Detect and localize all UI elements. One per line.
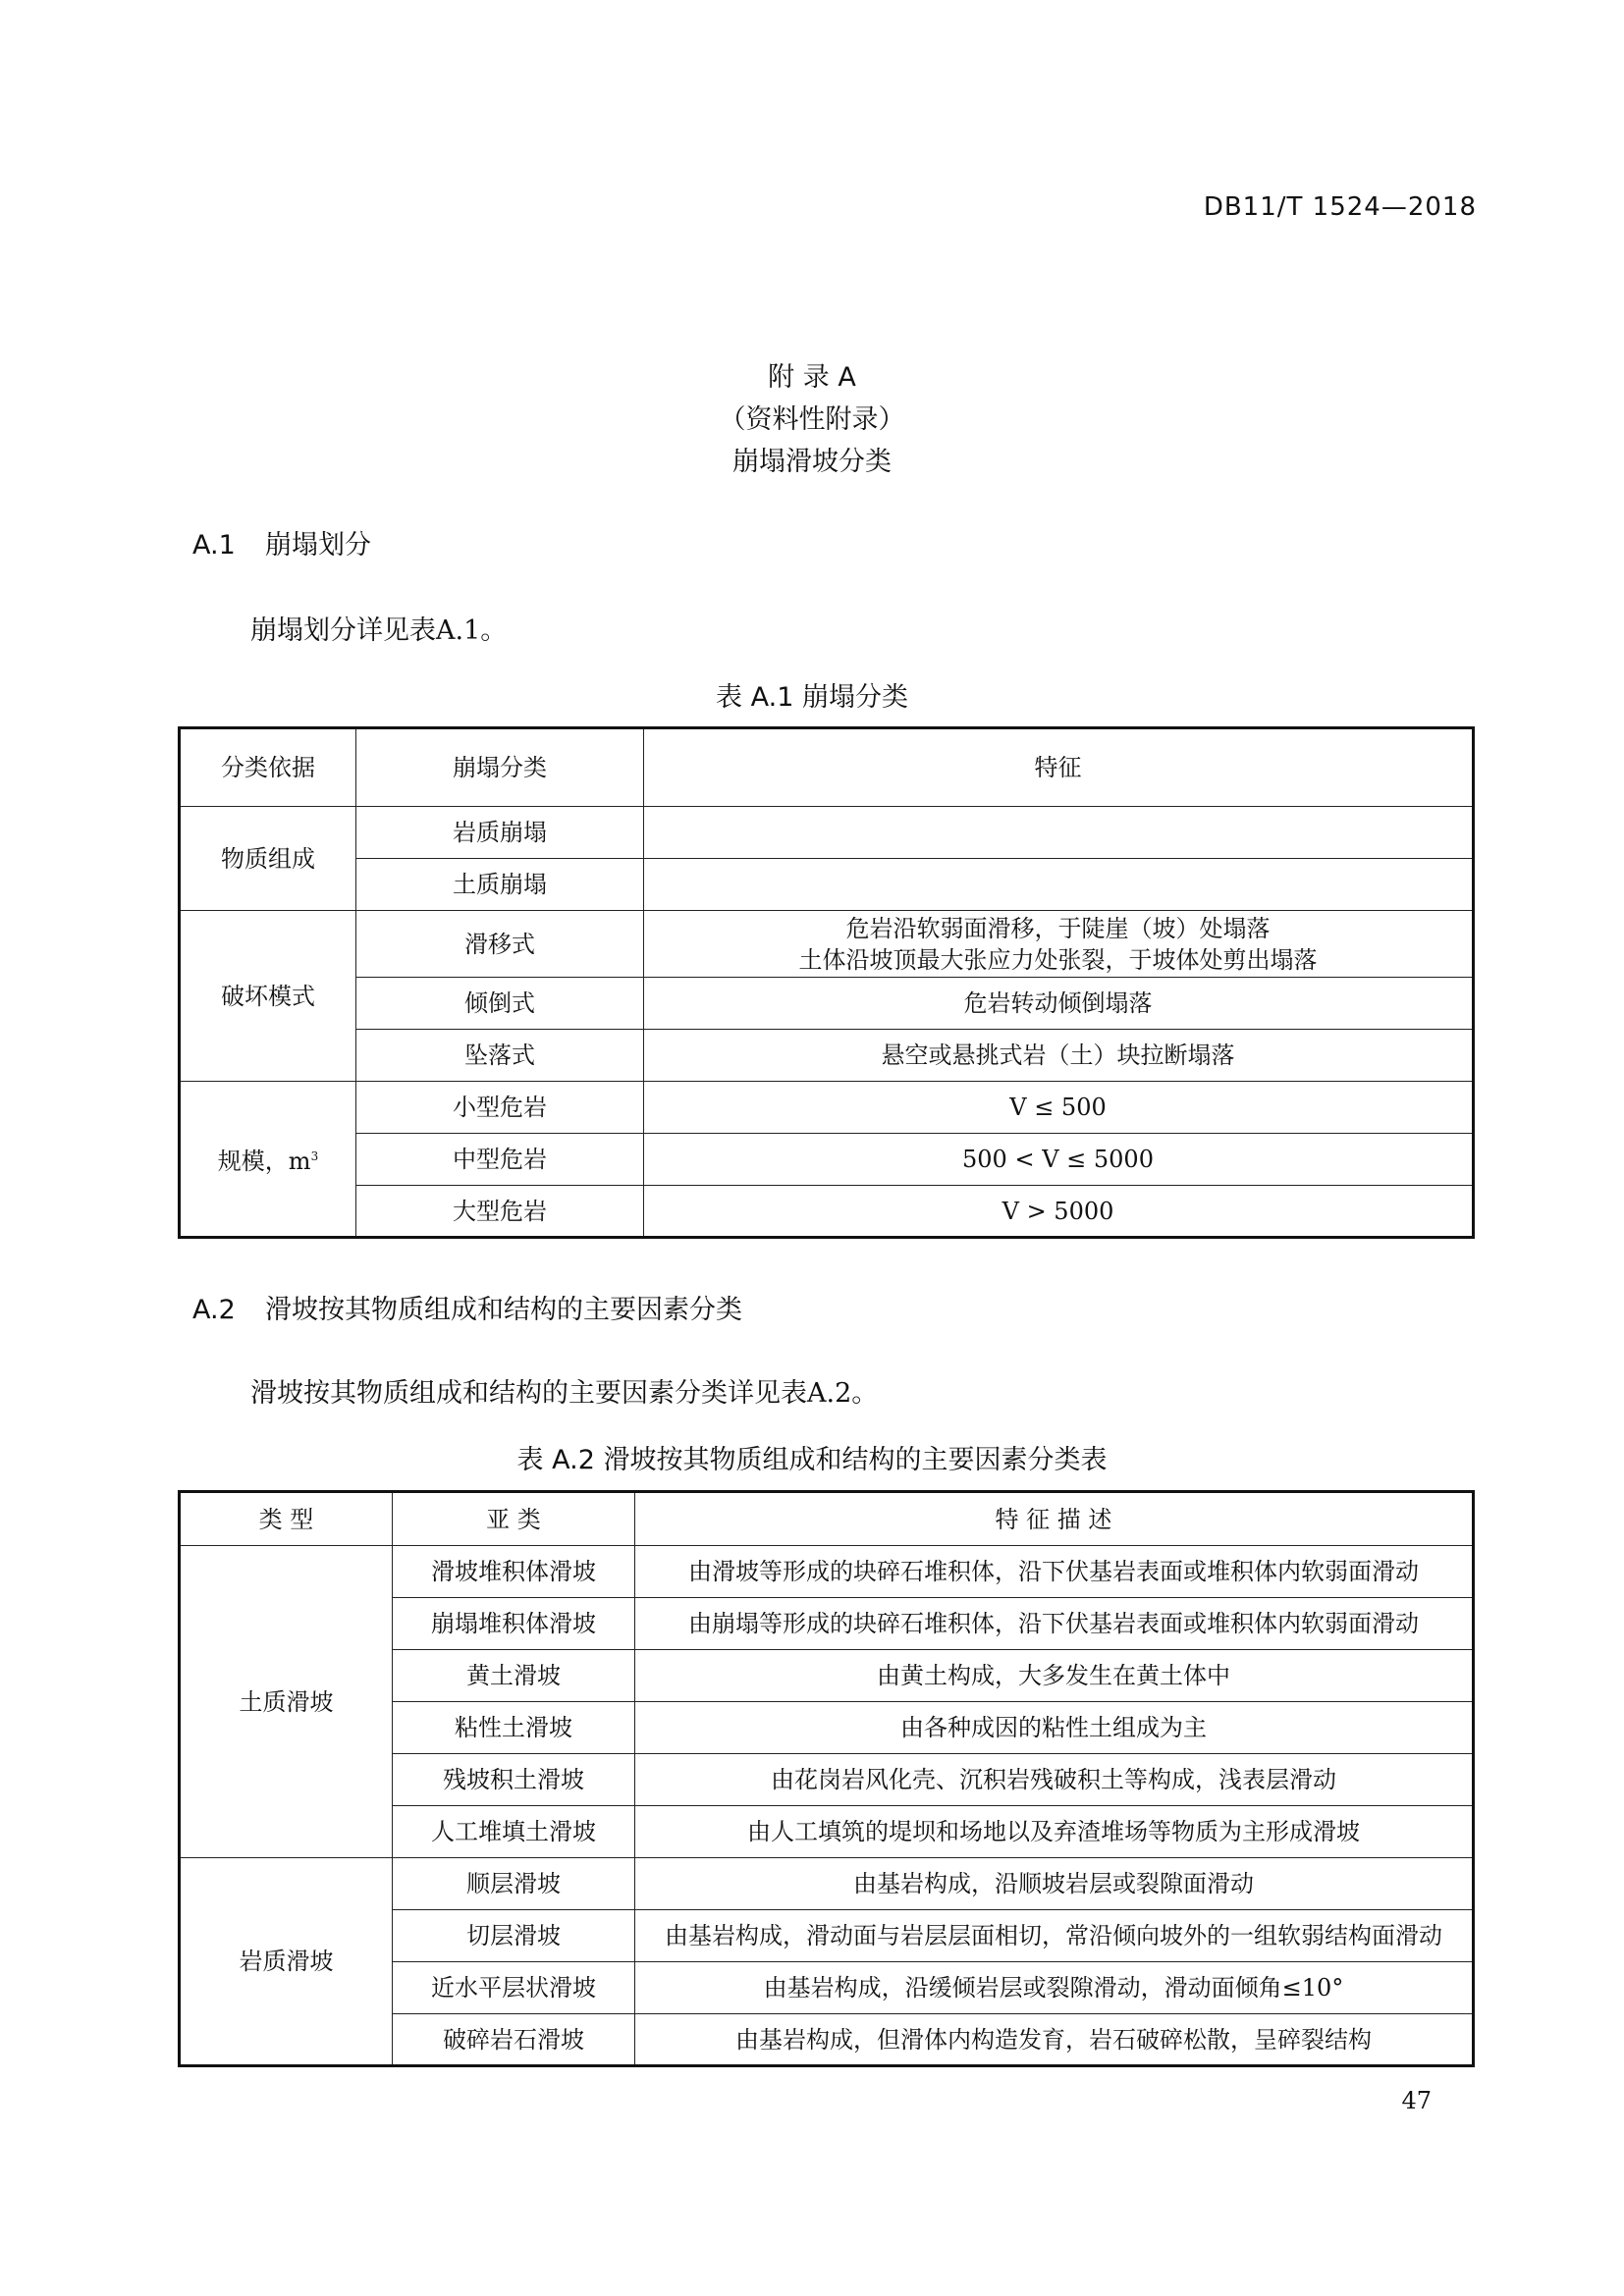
table-cell: V > 5000 (644, 1186, 1474, 1238)
section-a1-paragraph: 崩塌划分详见表A.1。 (250, 615, 508, 646)
page-number: 47 (1401, 2087, 1432, 2114)
table-cell: 由花岗岩风化壳、沉积岩残破积土等构成，浅表层滑动 (635, 1754, 1474, 1806)
table-cell: 粘性土滑坡 (393, 1702, 635, 1754)
document-code: DB11/T 1524—2018 (1203, 192, 1477, 222)
feature-line: 危岩沿软弱面滑移，于陡崖（坡）处塌落 (845, 914, 1271, 942)
table-cell: 由基岩构成，滑动面与岩层层面相切，常沿倾向坡外的一组软弱结构面滑动 (635, 1910, 1474, 1962)
table-cell: 滑坡堆积体滑坡 (393, 1546, 635, 1598)
section-a2-heading (192, 1288, 742, 1326)
table-cell: 由基岩构成，沿顺坡岩层或裂隙面滑动 (635, 1858, 1474, 1910)
table-cell: 由基岩构成，沿缓倾岩层或裂隙滑动，滑动面倾角≤10° (635, 1962, 1474, 2014)
table-a1-caption: 表 A.1 崩塌分类 (716, 682, 908, 713)
section-a1-number: A.1 (192, 530, 236, 561)
table-cell: 由人工填筑的堤坝和场地以及弃渣堆场等物质为主形成滑坡 (635, 1806, 1474, 1858)
table-cell: 倾倒式 (356, 978, 644, 1030)
table-cell: 人工堆填土滑坡 (393, 1806, 635, 1858)
table-cell: 滑移式 (356, 911, 644, 978)
section-a2-number: A.2 (192, 1295, 236, 1325)
section-a1-heading (192, 523, 371, 561)
table-header: 特征 (644, 728, 1474, 807)
table-group-cell: 物质组成 (180, 807, 356, 911)
cubic-superscript: 3 (310, 1149, 319, 1163)
section-a2-paragraph: 滑坡按其物质组成和结构的主要因素分类详见表A.2。 (250, 1378, 879, 1409)
table-header: 亚 类 (393, 1492, 635, 1546)
table-group-cell: 土质滑坡 (180, 1546, 393, 1858)
table-cell: 由滑坡等形成的块碎石堆积体，沿下伏基岩表面或堆积体内软弱面滑动 (635, 1546, 1474, 1598)
feature-line: 土体沿坡顶最大张应力处张裂，于坡体处剪出塌落 (798, 945, 1318, 974)
appendix-subtitle: （资料性附录） (719, 404, 905, 435)
table-cell: V ≤ 500 (644, 1082, 1474, 1134)
appendix-name: 崩塌滑坡分类 (732, 447, 892, 477)
section-a2-title: 滑坡按其物质组成和结构的主要因素分类 (265, 1295, 742, 1325)
table-cell: 崩塌堆积体滑坡 (393, 1598, 635, 1650)
table-cell: 由崩塌等形成的块碎石堆积体，沿下伏基岩表面或堆积体内软弱面滑动 (635, 1598, 1474, 1650)
table-cell: 由各种成因的粘性土组成为主 (635, 1702, 1474, 1754)
table-header: 崩塌分类 (356, 728, 644, 807)
table-cell: 由黄土构成，大多发生在黄土体中 (635, 1650, 1474, 1702)
scale-label: 规模，m (217, 1148, 311, 1175)
appendix-title: 附 录 A (768, 362, 856, 393)
table-header: 分类依据 (180, 728, 356, 807)
table-cell: 悬空或悬挑式岩（土）块拉断塌落 (644, 1030, 1474, 1082)
table-cell: 大型危岩 (356, 1186, 644, 1238)
table-group-cell: 岩质滑坡 (180, 1858, 393, 2066)
table-cell: 岩质崩塌 (356, 807, 644, 859)
table-group-cell: 破坏模式 (180, 911, 356, 1082)
table-cell: 残坡积土滑坡 (393, 1754, 635, 1806)
table-header: 特 征 描 述 (635, 1492, 1474, 1546)
table-cell: 黄土滑坡 (393, 1650, 635, 1702)
table-cell: 由基岩构成，但滑体内构造发育，岩石破碎松散，呈碎裂结构 (635, 2014, 1474, 2066)
table-a2 (178, 1490, 1475, 2067)
table-group-cell (180, 1082, 356, 1238)
table-cell (644, 807, 1474, 859)
table-cell (644, 911, 1474, 978)
table-a1 (178, 726, 1475, 1239)
table-cell: 中型危岩 (356, 1134, 644, 1186)
table-cell: 500 < V ≤ 5000 (644, 1134, 1474, 1186)
table-cell: 小型危岩 (356, 1082, 644, 1134)
table-cell (644, 859, 1474, 911)
table-cell: 土质崩塌 (356, 859, 644, 911)
table-a2-caption: 表 A.2 滑坡按其物质组成和结构的主要因素分类表 (516, 1445, 1108, 1475)
table-cell: 坠落式 (356, 1030, 644, 1082)
table-cell: 破碎岩石滑坡 (393, 2014, 635, 2066)
table-cell: 危岩转动倾倒塌落 (644, 978, 1474, 1030)
table-cell: 切层滑坡 (393, 1910, 635, 1962)
section-a1-title: 崩塌划分 (265, 530, 371, 561)
table-cell: 顺层滑坡 (393, 1858, 635, 1910)
table-header: 类 型 (180, 1492, 393, 1546)
table-cell: 近水平层状滑坡 (393, 1962, 635, 2014)
